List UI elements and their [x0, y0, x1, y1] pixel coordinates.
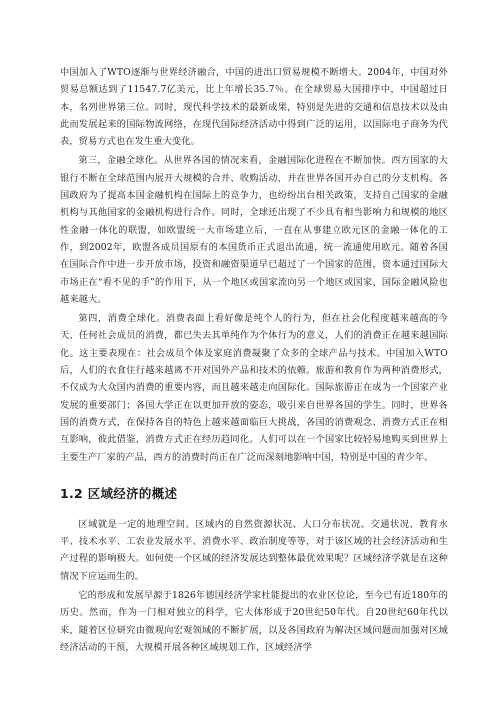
paragraph-consumption-globalization: 第四，消费全球化。消费表面上看好像是纯个人的行为，但在社会化程度越来越高的今天，任何社会成员的消费，都已失去其单纯作为个体行为的意义，人们的消费正在越来越国际化。这主要表现在：社会成员个体及家庭消费凝聚了众多的全球产品与技术。中国加入WTO后，人们的衣食住行越来越离不开对国外产品和技术的依赖。旅游和教育作为两种消费形式，不仅成为大众国内消费的重要内容，而且越来越走向国际化。国际旅游正在成为一个国家产业发展的重要部门；各国大学正在以更加开放的姿态，吸引来自世界各国的学生。同时，世界各国的消费方式，在保持各自的特色上越来越面临巨大挑战，各国的消费观念、消费方式正在相互影响，彼此借鉴，消费方式正在经历趋同化。人们可以在一个国家比较轻易地购买到世界上主要生产厂家的产品，西方的消费时尚正在广泛而深刻地影响中国，特别是中国的青少年。: [60, 313, 448, 463]
document-page: [60, 64, 448, 658]
paragraph-region-history: 它的形成和发展早源于1826年德国经济学家杜能提出的农业区位论，至今已有近180年的历史。然而，作为一门相对独立的科学，它大体形成于20世纪50年代。自20世纪60年代以来，随着区位研究由微观向宏观领域的不断扩展，以及各国政府为解决区域问题而加强对区域经济活动的干预，大规模开展各种区域规划工作，区域经济学: [60, 590, 448, 653]
section-heading: 1.2 区域经济的概述: [60, 485, 178, 501]
paragraph-region-definition: 区域就是一定的地理空间。区域内的自然资源状况、人口分布状况、交通状况、教育水平、技术水平、工农业发展水平、消费水平、政治制度等等，对于该区域的社会经济活动和生产过程的影响极大。如何使一个区域的经济发展达到整体最优效果呢？区域经济学就是在这种情况下应运而生的。: [60, 518, 448, 582]
paragraph-trade-globalization-cont: 中国加入了WTO逐渐与世界经济融合，中国的进出口贸易规模不断增大。2004年，中国对外贸易总额达到了11547.7亿美元，比上年增长35.7％。在全球贸易大国排序中，中国超过日本，名列世界第三位。同时，现代科学技术的最新成果，特别是先进的交通和信息技术以及由此而发展起来的国际物流网络，在现代国际经济活动中得到广泛的运用，以国际电子商务为代表，贸易方式也在发生重大变化。: [60, 67, 448, 148]
paragraph-finance-globalization: 第三，金融全球化。从世界各国的情况来看，金融国际化进程在不断加快。西方国家的大银行不断在全球范围内展开大规模的合并、收购活动，并在世界各国开办自己的分支机构。各国政府为了提高本国金融机构在国际上的竞争力，也纷纷出台相关政策，支持自己国家的金融机构与其他国家的金融机构进行合作。同时，全球还出现了不少具有相当影响力和规模的地区性金融一体化的联盟，如欧盟统一大市场建立后，一直在从事建立欧元区的金融一体化的工作，到2002年，欧盟各成员国原有的本国货币正式退出流通，统一流通使用欧元。随着各国在国际合作中进一步开放市场，投资和融资渠道早已超过了一个国家的范围，资本通过国际大市场正在“看不见的手”的作用下，从一个地区或国家流向另一个地区或国家，国际金融风险也越来越大。: [60, 155, 448, 305]
